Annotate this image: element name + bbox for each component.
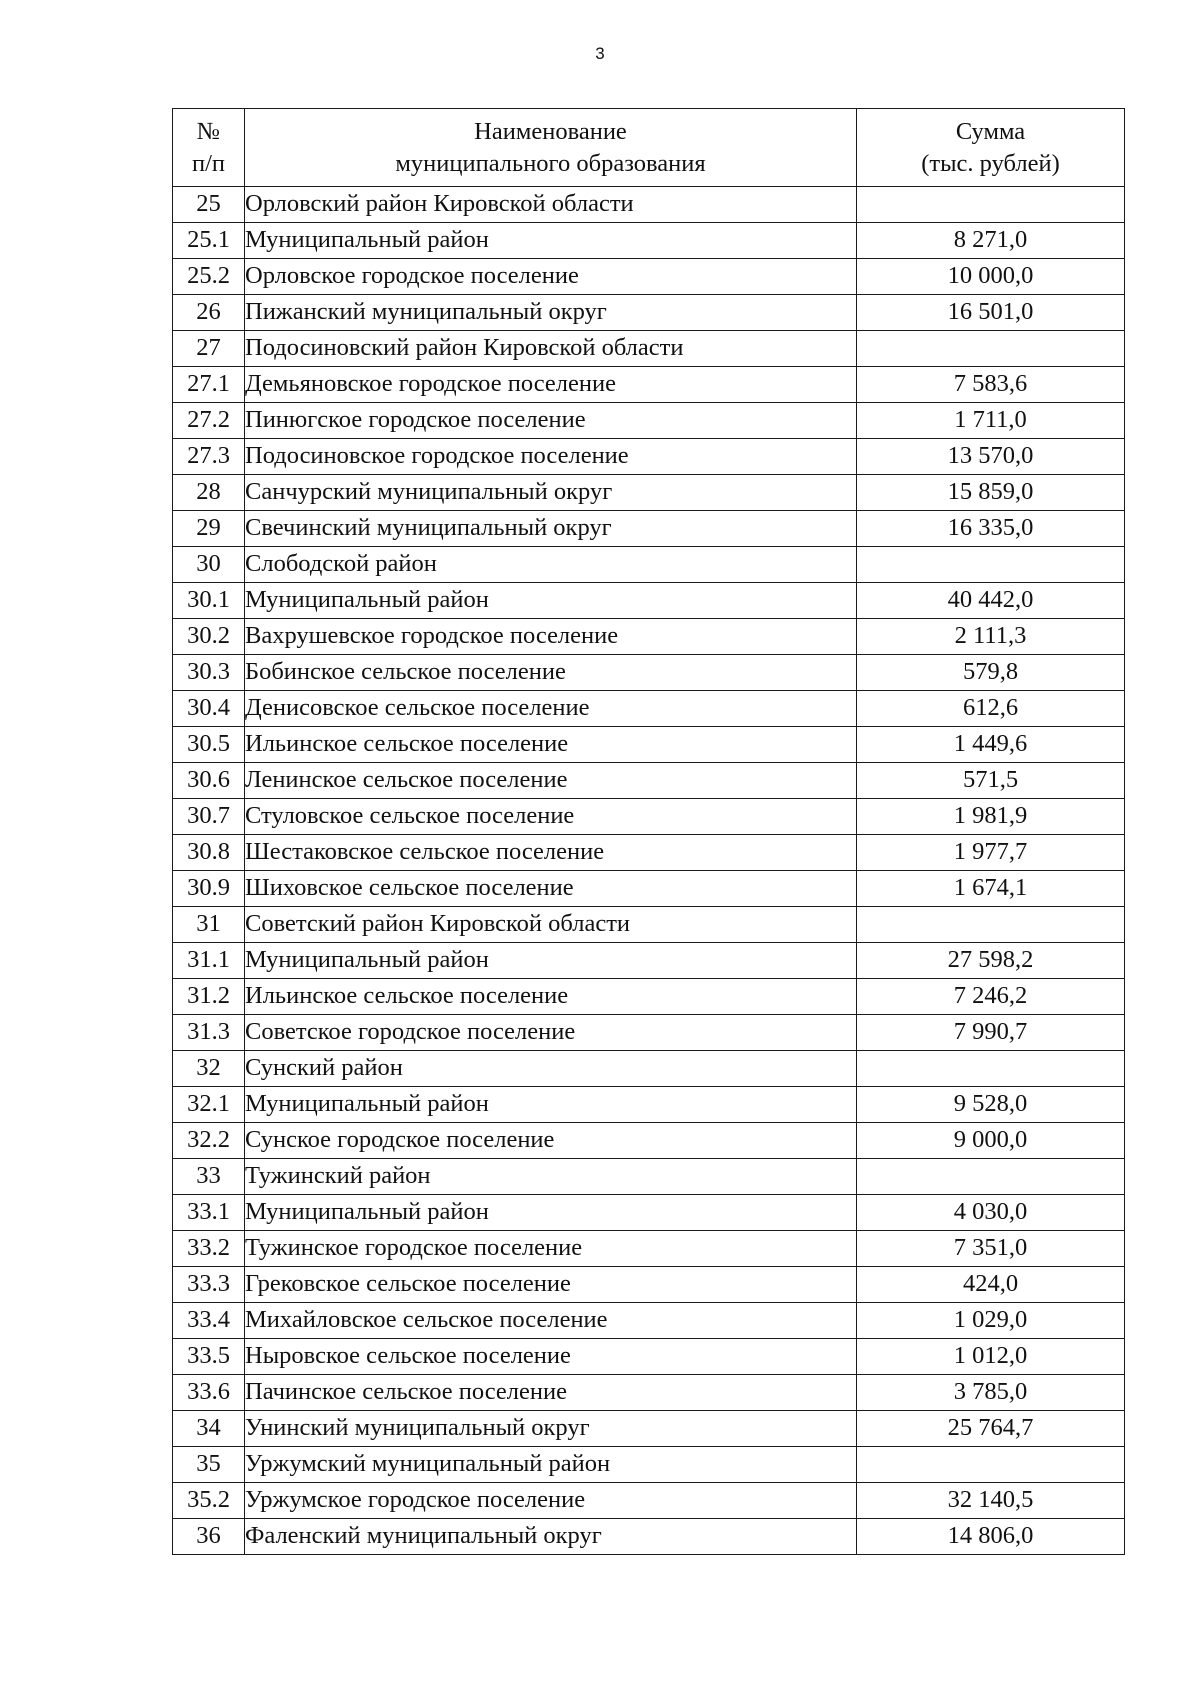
allocation-table [172, 108, 1125, 1555]
row-number-cell: 29 [173, 511, 245, 547]
amount-cell [857, 907, 1125, 943]
municipality-name-cell: Уржумское городское поселение [245, 1483, 857, 1519]
table-row [173, 943, 1125, 979]
table-row [173, 367, 1125, 403]
amount-cell: 1 981,9 [857, 799, 1125, 835]
row-number-cell: 30.6 [173, 763, 245, 799]
municipality-name-cell: Санчурский муниципальный округ [245, 475, 857, 511]
page-number: 3 [595, 44, 605, 63]
amount-cell: 1 029,0 [857, 1303, 1125, 1339]
amount-cell [857, 547, 1125, 583]
table-row [173, 1411, 1125, 1447]
table-row [173, 295, 1125, 331]
municipality-name-cell: Денисовское сельское поселение [245, 691, 857, 727]
row-number-cell: 30.2 [173, 619, 245, 655]
header-number-line: п/п [191, 149, 226, 177]
municipality-name-cell: Фаленский муниципальный округ [245, 1519, 857, 1555]
row-number-cell: 28 [173, 475, 245, 511]
municipality-name-cell: Михайловское сельское поселение [245, 1303, 857, 1339]
row-number-cell: 33.1 [173, 1195, 245, 1231]
row-number-cell: 30.9 [173, 871, 245, 907]
table-row [173, 1519, 1125, 1555]
table-row [173, 1195, 1125, 1231]
municipality-name-cell: Свечинский муниципальный округ [245, 511, 857, 547]
table-row [173, 1231, 1125, 1267]
municipality-name-cell: Слободской район [245, 547, 857, 583]
amount-cell: 1 012,0 [857, 1339, 1125, 1375]
amount-cell: 8 271,0 [857, 223, 1125, 259]
municipality-name-cell: Шестаковское сельское поселение [245, 835, 857, 871]
municipality-name-cell: Пижанский муниципальный округ [245, 295, 857, 331]
table-row [173, 475, 1125, 511]
row-number-cell: 35.2 [173, 1483, 245, 1519]
table-row [173, 1339, 1125, 1375]
amount-cell: 25 764,7 [857, 1411, 1125, 1447]
amount-cell: 1 449,6 [857, 727, 1125, 763]
municipality-name-cell: Унинский муниципальный округ [245, 1411, 857, 1447]
amount-cell: 1 674,1 [857, 871, 1125, 907]
header-name [245, 109, 857, 187]
row-number-cell: 33 [173, 1159, 245, 1195]
row-number-cell: 33.3 [173, 1267, 245, 1303]
municipality-name-cell: Пинюгское городское поселение [245, 403, 857, 439]
municipality-name-cell: Муниципальный район [245, 1195, 857, 1231]
header-sum-line: (тыс. рублей) [921, 149, 1060, 177]
municipality-name-cell: Тужинское городское поселение [245, 1231, 857, 1267]
table-row [173, 583, 1125, 619]
row-number-cell: 31.2 [173, 979, 245, 1015]
row-number-cell: 31 [173, 907, 245, 943]
header-row [173, 109, 1125, 187]
municipality-name-cell: Ильинское сельское поселение [245, 979, 857, 1015]
municipality-name-cell: Советский район Кировской области [245, 907, 857, 943]
municipality-name-cell: Муниципальный район [245, 223, 857, 259]
table-row [173, 259, 1125, 295]
table-row [173, 1159, 1125, 1195]
amount-cell: 612,6 [857, 691, 1125, 727]
table-row [173, 403, 1125, 439]
table-row [173, 1483, 1125, 1519]
municipality-name-cell: Муниципальный район [245, 583, 857, 619]
amount-cell [857, 331, 1125, 367]
municipality-name-cell: Демьяновское городское поселение [245, 367, 857, 403]
table-row [173, 691, 1125, 727]
amount-cell: 4 030,0 [857, 1195, 1125, 1231]
table-row [173, 331, 1125, 367]
municipality-name-cell: Подосиновский район Кировской области [245, 331, 857, 367]
amount-cell: 571,5 [857, 763, 1125, 799]
amount-cell: 16 335,0 [857, 511, 1125, 547]
table-row [173, 1051, 1125, 1087]
municipality-name-cell: Стуловское сельское поселение [245, 799, 857, 835]
row-number-cell: 26 [173, 295, 245, 331]
table-row [173, 439, 1125, 475]
amount-cell: 1 977,7 [857, 835, 1125, 871]
row-number-cell: 30.1 [173, 583, 245, 619]
municipality-name-cell: Муниципальный район [245, 943, 857, 979]
header-name-line: муниципального образования [395, 149, 706, 177]
amount-cell: 7 583,6 [857, 367, 1125, 403]
table-row [173, 799, 1125, 835]
row-number-cell: 27 [173, 331, 245, 367]
header-number-line: № [196, 117, 221, 145]
row-number-cell: 34 [173, 1411, 245, 1447]
amount-cell: 7 990,7 [857, 1015, 1125, 1051]
amount-cell: 32 140,5 [857, 1483, 1125, 1519]
table-row [173, 835, 1125, 871]
amount-cell: 1 711,0 [857, 403, 1125, 439]
municipality-name-cell: Шиховское сельское поселение [245, 871, 857, 907]
table-row [173, 1267, 1125, 1303]
row-number-cell: 25 [173, 187, 245, 223]
amount-cell: 10 000,0 [857, 259, 1125, 295]
amount-cell: 13 570,0 [857, 439, 1125, 475]
amount-cell: 9 528,0 [857, 1087, 1125, 1123]
amount-cell: 15 859,0 [857, 475, 1125, 511]
header-number [173, 109, 245, 187]
row-number-cell: 33.6 [173, 1375, 245, 1411]
row-number-cell: 27.1 [173, 367, 245, 403]
municipality-name-cell: Уржумский муниципальный район [245, 1447, 857, 1483]
amount-cell [857, 1159, 1125, 1195]
municipality-name-cell: Сунское городское поселение [245, 1123, 857, 1159]
row-number-cell: 35 [173, 1447, 245, 1483]
header-sum [857, 109, 1125, 187]
row-number-cell: 31.3 [173, 1015, 245, 1051]
amount-cell: 2 111,3 [857, 619, 1125, 655]
table-row [173, 223, 1125, 259]
amount-cell: 9 000,0 [857, 1123, 1125, 1159]
municipality-name-cell: Сунский район [245, 1051, 857, 1087]
municipality-name-cell: Орловский район Кировской области [245, 187, 857, 223]
row-number-cell: 31.1 [173, 943, 245, 979]
header-name-line: Наименование [474, 117, 627, 145]
table-row [173, 511, 1125, 547]
table-row [173, 907, 1125, 943]
table-row [173, 1015, 1125, 1051]
municipality-name-cell: Тужинский район [245, 1159, 857, 1195]
municipality-name-cell: Пачинское сельское поселение [245, 1375, 857, 1411]
municipality-name-cell: Вахрушевское городское поселение [245, 619, 857, 655]
amount-cell: 40 442,0 [857, 583, 1125, 619]
row-number-cell: 32.1 [173, 1087, 245, 1123]
municipality-name-cell: Подосиновское городское поселение [245, 439, 857, 475]
amount-cell: 14 806,0 [857, 1519, 1125, 1555]
row-number-cell: 30.4 [173, 691, 245, 727]
row-number-cell: 27.3 [173, 439, 245, 475]
table-row [173, 187, 1125, 223]
amount-cell [857, 187, 1125, 223]
table-row [173, 619, 1125, 655]
table-row [173, 1087, 1125, 1123]
table-row [173, 871, 1125, 907]
row-number-cell: 33.4 [173, 1303, 245, 1339]
table-row [173, 1123, 1125, 1159]
table-row [173, 763, 1125, 799]
amount-cell: 7 351,0 [857, 1231, 1125, 1267]
row-number-cell: 27.2 [173, 403, 245, 439]
table-row [173, 1447, 1125, 1483]
municipality-name-cell: Грековское сельское поселение [245, 1267, 857, 1303]
amount-cell: 579,8 [857, 655, 1125, 691]
header-sum-line: Сумма [955, 117, 1026, 145]
amount-cell: 27 598,2 [857, 943, 1125, 979]
table-row [173, 547, 1125, 583]
table-row [173, 1303, 1125, 1339]
amount-cell [857, 1447, 1125, 1483]
row-number-cell: 30.3 [173, 655, 245, 691]
row-number-cell: 36 [173, 1519, 245, 1555]
municipality-name-cell: Бобинское сельское поселение [245, 655, 857, 691]
row-number-cell: 32.2 [173, 1123, 245, 1159]
table-row [173, 655, 1125, 691]
municipality-name-cell: Советское городское поселение [245, 1015, 857, 1051]
amount-cell [857, 1051, 1125, 1087]
amount-cell: 424,0 [857, 1267, 1125, 1303]
row-number-cell: 33.5 [173, 1339, 245, 1375]
row-number-cell: 30 [173, 547, 245, 583]
table-body [173, 187, 1125, 1555]
row-number-cell: 30.8 [173, 835, 245, 871]
row-number-cell: 30.5 [173, 727, 245, 763]
table-row [173, 1375, 1125, 1411]
table-row [173, 727, 1125, 763]
municipality-name-cell: Муниципальный район [245, 1087, 857, 1123]
row-number-cell: 32 [173, 1051, 245, 1087]
row-number-cell: 33.2 [173, 1231, 245, 1267]
municipality-name-cell: Ленинское сельское поселение [245, 763, 857, 799]
row-number-cell: 30.7 [173, 799, 245, 835]
amount-cell: 7 246,2 [857, 979, 1125, 1015]
municipality-name-cell: Орловское городское поселение [245, 259, 857, 295]
amount-cell: 16 501,0 [857, 295, 1125, 331]
table-row [173, 979, 1125, 1015]
row-number-cell: 25.2 [173, 259, 245, 295]
table-header [173, 109, 1125, 187]
amount-cell: 3 785,0 [857, 1375, 1125, 1411]
municipality-name-cell: Ныровское сельское поселение [245, 1339, 857, 1375]
row-number-cell: 25.1 [173, 223, 245, 259]
municipality-name-cell: Ильинское сельское поселение [245, 727, 857, 763]
